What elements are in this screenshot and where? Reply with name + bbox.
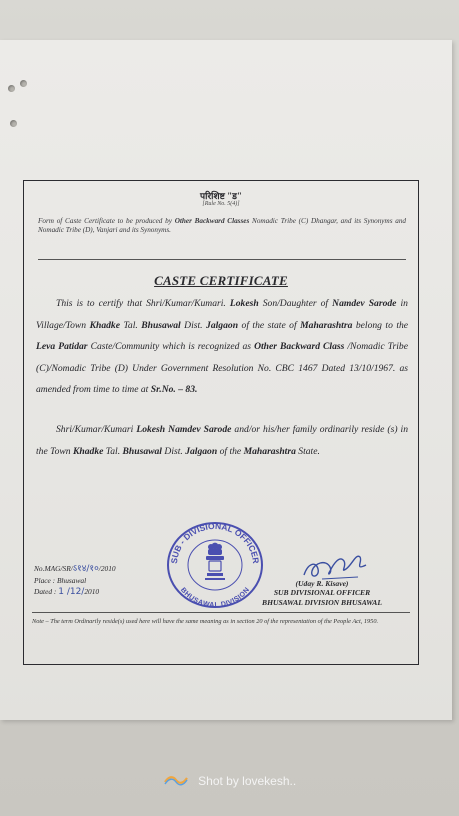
camera-brand-icon bbox=[163, 774, 189, 789]
form-description: Form of Caste Certificate to be produced by Other Backward Classes Nomadic Tribe (C) Dhangar, and its Synonyms and Nomadic Tribe (D), Vanjari and its Synonyms. bbox=[38, 217, 407, 234]
certification-paragraph: This is to certify that Shri/Kumar/Kumari. Lokesh Son/Daughter of Namdev Sarode in Village/Town Khadke Tal. Bhusawal Dist. Jalgaon of the state of Maharashtra belong to the Leva Patidar Caste/Community which is recognized as Other Backward Class /Nomadic Tribe (C)/Nomadic Tribe (D) Under Government Resolution No. CBC 1467 Dated 13/10/1967. as amended from time to time at Sr.No. – 83. bbox=[36, 298, 409, 396]
certificate-title: CASTE CERTIFICATE bbox=[154, 273, 288, 288]
punch-hole bbox=[20, 80, 27, 87]
signatory-division: BHUSAWAL DIVISION BHUSAWAL bbox=[262, 598, 382, 607]
signatory-designation: SUB DIVISIONAL OFFICER bbox=[273, 588, 371, 597]
divider bbox=[32, 612, 410, 613]
place: Place : Bhusawal bbox=[34, 576, 87, 585]
divider bbox=[38, 259, 406, 260]
handwritten-signature bbox=[300, 549, 370, 583]
punch-hole bbox=[8, 85, 15, 92]
signatory-name: (Uday R. Kisave) bbox=[295, 579, 349, 588]
watermark-text: Shot by lovekesh.. bbox=[198, 774, 297, 788]
reference-number: No.MAG/SR/ऽ१४/१०/2010 bbox=[34, 564, 116, 574]
rule-number: [Rule No. 5(4)] bbox=[202, 201, 240, 207]
issue-date: Dated : 1 /12/2010 bbox=[34, 587, 100, 597]
punch-hole bbox=[10, 120, 17, 127]
document-sheet bbox=[0, 40, 452, 720]
camera-watermark bbox=[0, 774, 459, 789]
footnote: Note – The term Ordinarily reside(s) used here will have the same meaning as in section 20 of the representation of the People Act, 1950. bbox=[32, 618, 379, 625]
residence-paragraph: Shri/Kumar/Kumari Lokesh Namdev Sarode and/or his/her family ordinarily reside (s) in the Town Khadke Tal. Bhusawal Dist. Jalgaon of the Maharashtra State. bbox=[36, 424, 408, 457]
seal-bottom-text: BHUSAWAL DIVISION bbox=[178, 586, 252, 609]
certificate-frame bbox=[23, 180, 419, 665]
seal-top-text: SUB - DIVISIONAL OFFICER bbox=[168, 520, 262, 565]
emblem-icon bbox=[205, 543, 225, 580]
signatory-block bbox=[242, 579, 402, 608]
marathi-title: परिशिष्ट "ड" bbox=[200, 191, 242, 201]
